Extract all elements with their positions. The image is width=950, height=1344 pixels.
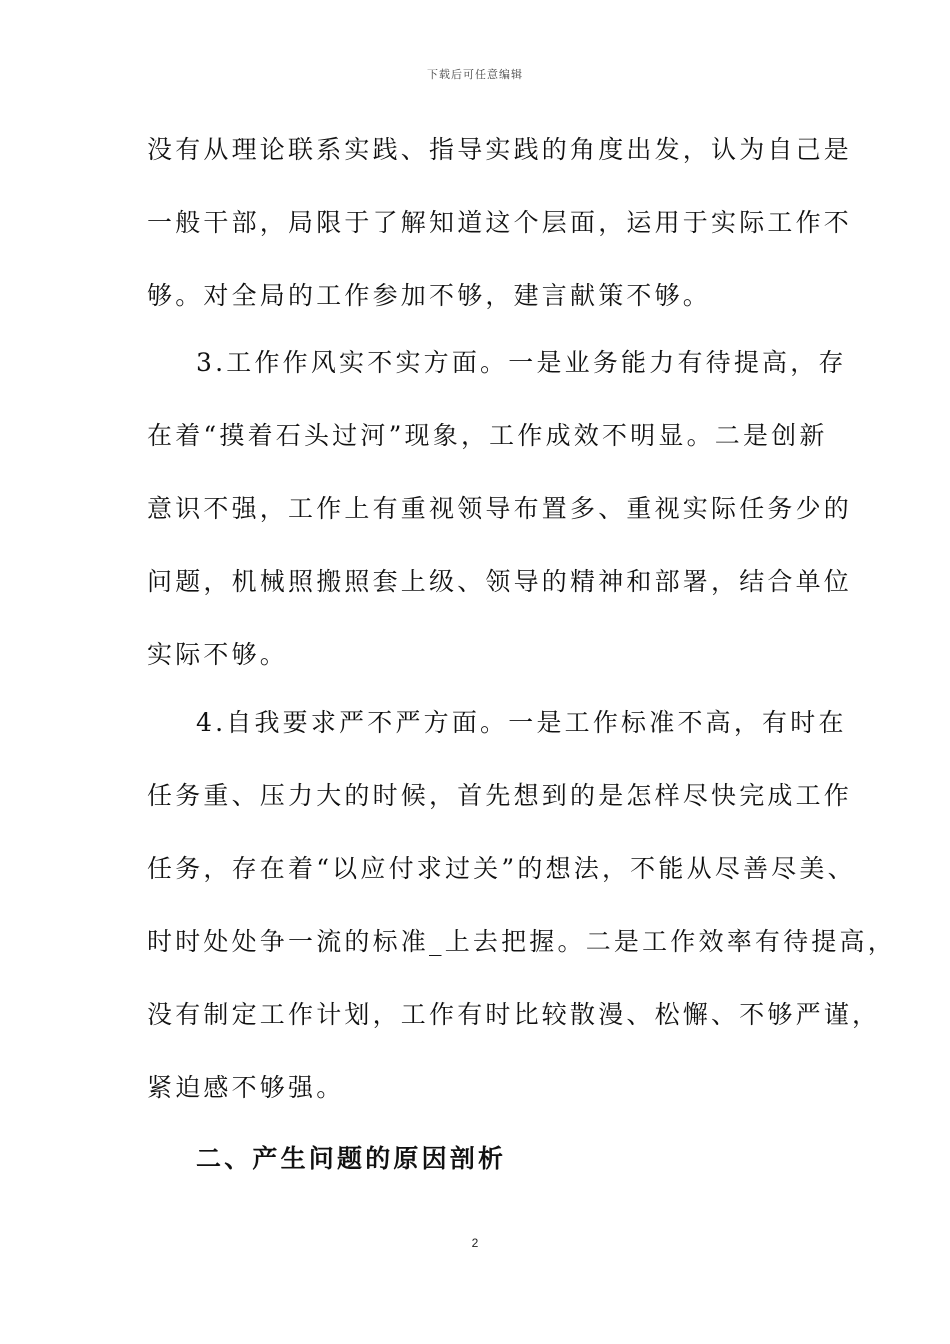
page-number: 2: [471, 1236, 479, 1250]
body-line-6: 意识不强，工作上有重视领导布置多、重视实际任务少的: [147, 494, 853, 523]
section-heading: 二、产生问题的原因剖析: [196, 1144, 507, 1173]
body-line-7: 问题，机械照搬照套上级、领导的精神和部署，结合单位: [147, 567, 853, 596]
body-line-14: 紧迫感不够强。: [147, 1073, 345, 1102]
body-line-8: 实际不够。: [147, 640, 289, 669]
body-line-1: 没有从理论联系实践、指导实践的角度出发，认为自己是: [147, 135, 853, 164]
body-line-13: 没有制定工作计划，工作有时比较散漫、松懈、不够严谨，: [147, 1000, 881, 1029]
header-note: 下载后可任意编辑: [427, 68, 523, 81]
body-line-4: 3.工作作风实不实方面。一是业务能力有待提高，存: [196, 348, 847, 377]
body-line-10: 任务重、压力大的时候，首先想到的是怎样尽快完成工作: [147, 781, 853, 810]
body-line-9: 4.自我要求严不严方面。一是工作标准不高，有时在: [196, 708, 847, 737]
body-line-11: 任务，存在着“以应付求过关”的想法，不能从尽善尽美、: [147, 854, 856, 883]
body-line-5: 在着“摸着石头过河”现象，工作成效不明显。二是创新: [147, 421, 828, 450]
body-line-2: 一般干部，局限于了解知道这个层面，运用于实际工作不: [147, 208, 853, 237]
body-line-3: 够。对全局的工作参加不够，建言献策不够。: [147, 281, 712, 310]
body-line-12: 时时处处争一流的标准_上去把握。二是工作效率有待提高，: [147, 927, 896, 956]
